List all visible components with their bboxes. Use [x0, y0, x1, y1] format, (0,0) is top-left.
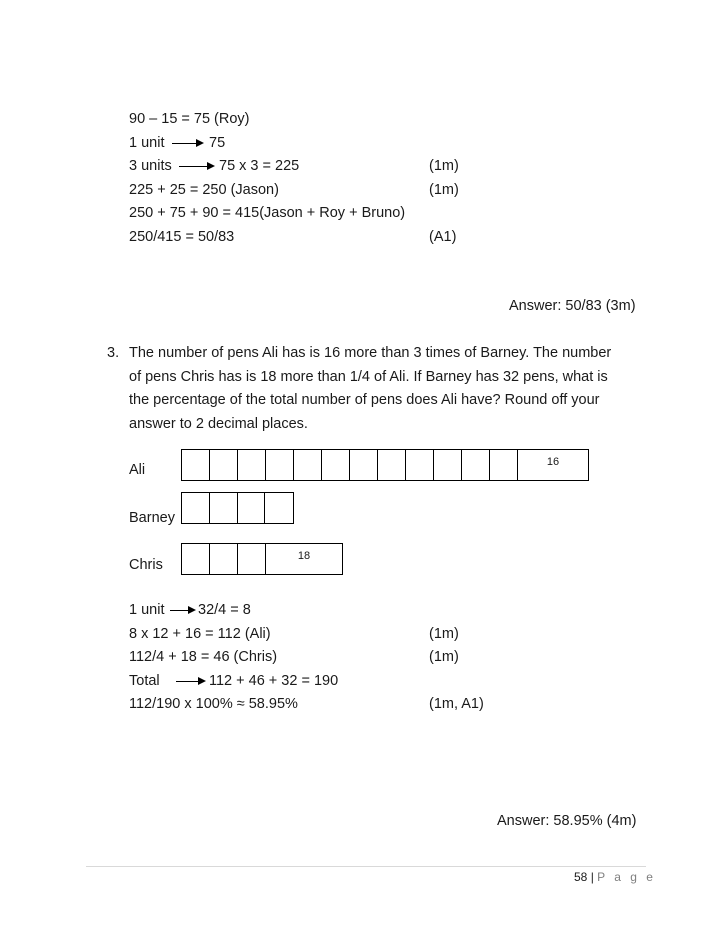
unit-box: [182, 544, 210, 574]
question-text: of pens Chris has is 18 more than 1/4 of Ali. If Barney has 32 pens, what is: [129, 369, 608, 385]
work-value: 75 x 3 = 225: [219, 158, 300, 174]
question-text: answer to 2 decimal places.: [129, 416, 308, 432]
marks: (1m): [429, 158, 459, 174]
arrow-icon: [176, 681, 204, 682]
chris-bar: [181, 543, 343, 575]
marks: (1m): [429, 182, 459, 198]
work-line: 250/415 = 50/83: [129, 229, 235, 245]
barney-bar: [181, 492, 294, 524]
question-text: the percentage of the total number of pens does Ali have? Round off your: [129, 392, 600, 408]
unit-box: [406, 450, 434, 480]
unit-box: [265, 493, 293, 523]
work-value: 75: [209, 135, 226, 151]
marks: (A1): [429, 229, 457, 245]
extra-box: [518, 450, 588, 480]
model-label-ali: Ali: [129, 462, 146, 478]
unit-box: [266, 450, 294, 480]
work-line: 90 – 15 = 75 (Roy): [129, 111, 250, 127]
unit-box: [182, 493, 210, 523]
unit-box: [294, 450, 322, 480]
work-line: 3 units: [129, 158, 172, 174]
extra-value: 16: [546, 456, 560, 468]
work-line: 1 unit: [129, 602, 165, 618]
unit-box: [182, 450, 210, 480]
answer: Answer: 58.95% (4m): [497, 813, 637, 829]
work-line: 112/4 + 18 = 46 (Chris): [129, 649, 278, 665]
unit-box: [322, 450, 350, 480]
unit-box: [210, 493, 238, 523]
work-line: 112/190 x 100% ≈ 58.95%: [129, 696, 298, 712]
marks: (1m): [429, 626, 459, 642]
marks: (1m): [429, 649, 459, 665]
work-line: 8 x 12 + 16 = 112 (Ali): [129, 626, 271, 642]
work-line: 250 + 75 + 90 = 415(Jason + Roy + Bruno): [129, 205, 406, 221]
unit-box: [210, 544, 238, 574]
unit-box: [462, 450, 490, 480]
extra-value: 18: [297, 550, 311, 562]
arrow-icon: [179, 166, 213, 167]
arrow-icon: [170, 610, 194, 611]
question-number: 3.: [107, 345, 120, 361]
unit-box: [210, 450, 238, 480]
unit-box: [490, 450, 518, 480]
question-text: The number of pens Ali has is 16 more than 3 times of Barney. The number: [129, 345, 612, 361]
ali-bar: [181, 449, 589, 481]
unit-box: [434, 450, 462, 480]
page-word: P a g e: [597, 870, 656, 884]
arrow-icon: [172, 143, 202, 144]
page-number: 58: [574, 870, 588, 884]
footer-separator: |: [590, 870, 594, 884]
work-value: 112 + 46 + 32 = 190: [209, 673, 339, 689]
unit-box: [238, 493, 266, 523]
work-line: 1 unit: [129, 135, 165, 151]
work-value: 32/4 = 8: [198, 602, 251, 618]
answer: Answer: 50/83 (3m): [509, 298, 636, 314]
work-line: Total: [129, 673, 160, 689]
unit-box: [238, 450, 266, 480]
unit-box: [378, 450, 406, 480]
footer-divider: [86, 866, 646, 867]
unit-box: [350, 450, 378, 480]
marks: (1m, A1): [429, 696, 484, 712]
model-label-barney: Barney: [129, 510, 175, 526]
extra-box: [266, 544, 342, 574]
model-label-chris: Chris: [129, 557, 163, 573]
work-line: 225 + 25 = 250 (Jason): [129, 182, 279, 198]
page-footer: [574, 870, 656, 884]
unit-box: [238, 544, 266, 574]
